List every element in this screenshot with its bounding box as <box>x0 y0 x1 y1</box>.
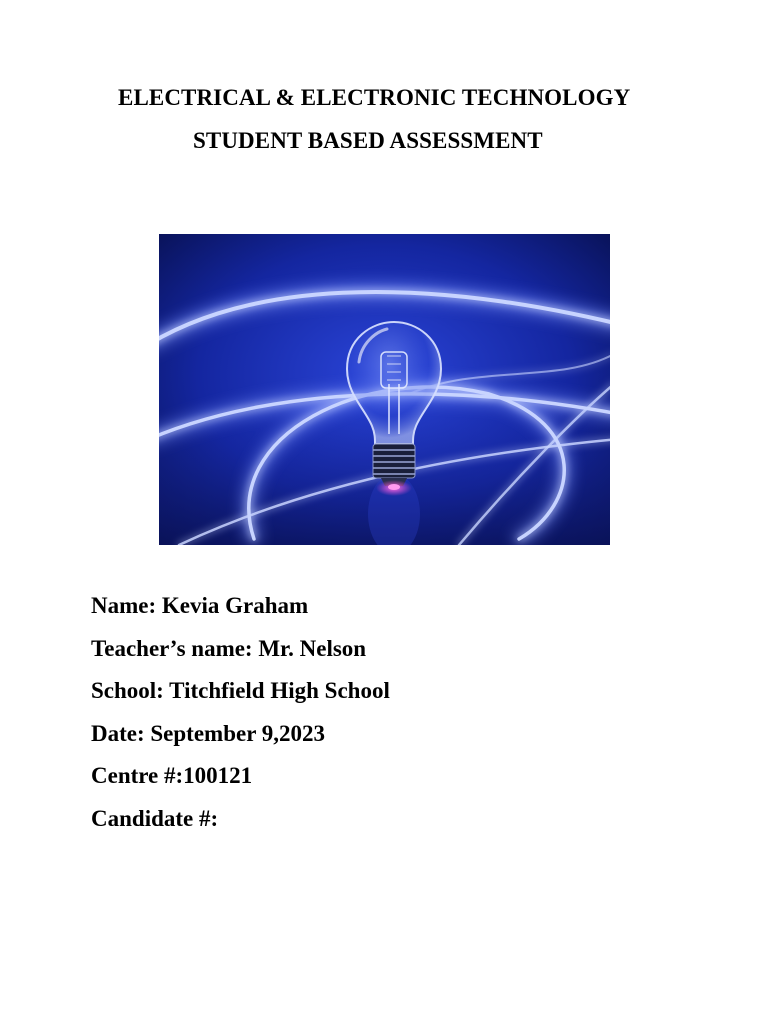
assessment-date: Date: September 9,2023 <box>91 720 325 746</box>
document-subtitle: STUDENT BASED ASSESSMENT <box>193 128 543 153</box>
centre-number: Centre #:100121 <box>91 763 253 788</box>
candidate-number: Candidate #: <box>91 805 219 831</box>
cover-image <box>159 234 610 545</box>
student-name: Name: Kevia Graham <box>91 593 309 618</box>
document-title: ELECTRICAL & ELECTRONIC TECHNOLOGY <box>118 85 631 110</box>
student-details <box>91 592 390 847</box>
teacher-name: Teacher’s name: Mr. Nelson <box>91 635 367 661</box>
school-name: School: Titchfield High School <box>91 678 390 703</box>
